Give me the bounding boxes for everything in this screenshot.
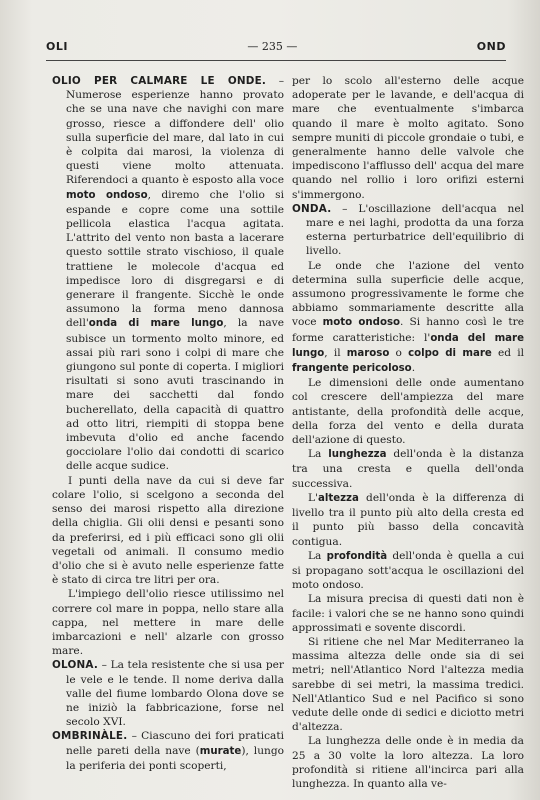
paragraph xyxy=(292,549,524,593)
entry-text: – Numerose esperienze hanno provato che se una nave che navighi con mare grosso, riesce a diffondere dell' olio sulla superficie del mare, dal lato in cui è colpita dai marosi, la violenza di questi viene molto attenuata. Riferendoci a quanto è esposto alla voce xyxy=(66,75,284,187)
entry-text: , la nave subisce un tormento molto minore, ed assai più rari sono i colpi di mare che giungono sul ponte di coperta. I migliori risultati si sono avuti trascinando in mare dei sacchetti dal fondo bucherellato, della capacità di quattro ad otto litri, riempiti di stoppa bene imbevuta d'olio ed anche facendo gocciolare l'olio dai condotti di scarico delle acque sudice. xyxy=(66,317,284,473)
text: dell'onda è quella a cui si propagano sott'acqua le oscillazioni del moto ondoso. xyxy=(292,549,525,592)
entry-term-ombrinale: OMBRINÀLE. xyxy=(52,730,128,743)
bold-crossref: murate xyxy=(199,745,242,757)
entry-term-olona: OLONA. xyxy=(52,659,98,672)
bold-term: altezza xyxy=(317,492,359,504)
bold-crossref: onda del mare lungo xyxy=(292,332,524,359)
entry-term-olio: OLIO PER CALMARE LE ONDE. xyxy=(52,75,267,87)
header-rule xyxy=(46,60,506,61)
paragraph xyxy=(292,259,524,377)
paragraph: Si ritiene che nel Mar Mediterraneo la massima altezza delle onde sia di sei metri; nell'Atlantico Nord l'altezza media sarebbe di sei metri, la massima tredici. Nell'Atlantico Sud e nel Pacifico si sono vedute delle onde di sedici e diciotto metri d'altezza. xyxy=(292,635,524,734)
text: , il xyxy=(324,346,347,359)
entry-onda-paragraph xyxy=(292,202,524,259)
bold-crossref: moto ondoso xyxy=(66,189,148,201)
text: . Si hanno così le tre forme caratteristiche: l' xyxy=(292,316,524,344)
bold-crossref: frangente pericoloso xyxy=(292,363,412,375)
header-right-guide-word: OND xyxy=(476,40,506,53)
entry-text: , diremo che l'olio si espande e copre come una sottile pellicola elastica l'acqua agitata. L'attrito del vento non basta a lacerare questo sottile strato vischioso, il quale trattiene le molecole d'acqua ed impedisce loro di disgregarsi e di generare il frangente. Sicchè le onde assumono la forma meno dannosa dell' xyxy=(66,188,284,330)
header-left-guide-word: OLI xyxy=(46,40,68,53)
entry-text: ), lungo la periferia dei ponti scoperti, xyxy=(66,744,284,772)
paragraph xyxy=(292,491,524,549)
text: o xyxy=(389,346,409,359)
paragraph: I punti della nave da cui si deve far colare l'olio, si scelgono a seconda del senso dei marosi rispetto alla direzione della chiglia. Gli olii densi e pesanti sono da preferirsi, ed i più efficaci sono gli olii vegetali od animali. Il consumo medio d'olio che si è avuto nelle esperienze fatte è stato di circa tre litri per ora. xyxy=(52,474,284,587)
paragraph: La misura precisa di questi dati non è facile: i valori che se ne hanno sono quindi approssimati e sovente discordi. xyxy=(292,593,524,634)
bold-crossref: moto ondoso xyxy=(322,317,401,329)
text: Le onde che l'azione del vento determina sulla superficie delle acque, assumono progressivamente le forme che abbiamo sommariamente descritte alla voce xyxy=(292,259,524,329)
bold-term: profondità xyxy=(326,550,388,562)
entry-text: – L'oscillazione dell'acqua nel mare e nei laghi, prodotta da una forza esterna perturbatrice dell'equilibrio di livello. xyxy=(306,202,524,258)
entry-text: – La tela resistente che si usa per le vele e le tende. Il nome deriva dalla valle del fiume lombardo Olona dove se ne iniziò la fabbricazione, forse nel secolo XVI. xyxy=(66,659,284,729)
page-number: — 235 — xyxy=(247,40,298,53)
paragraph xyxy=(292,447,524,491)
text: La xyxy=(308,549,327,562)
paragraph: Le dimensioni delle onde aumentano col crescere dell'ampiezza del mare antistante, della profondità delle acque, della forza del vento e della durata dell'azione di questo. xyxy=(292,377,524,447)
text: L' xyxy=(308,491,318,504)
text: ed il xyxy=(491,346,524,359)
paragraph-continued: per lo scolo all'esterno delle acque adoperate per le lavande, e dell'acqua di mare che eventualmente s'imbarca quando il mare è molto agitato. Sono sempre muniti di piccole grondaie o tubi, e generalmente hanno delle valvole che impediscono l'afflusso dell' acqua del mare quando nel rollio i loro orifizi esterni s'immergono. xyxy=(292,75,524,201)
text: dell'onda è la differenza di livello tra il punto più alto della cresta ed il punto più basso della concavità contigua. xyxy=(292,491,524,548)
text: . xyxy=(411,362,416,375)
bold-crossref: colpo di mare xyxy=(408,347,492,359)
text: La xyxy=(308,448,329,461)
bold-crossref: onda di mare lungo xyxy=(88,318,224,330)
running-header xyxy=(46,40,506,62)
left-column xyxy=(52,74,284,773)
entry-text: – Ciascuno dei fori praticati nelle pareti della nave ( xyxy=(66,730,284,757)
paragraph: La lunghezza delle onde è in media da 25 a 30 volte la loro altezza. La loro profondità si ritiene all'incirca pari alla lunghezza. In quanto alla ve- xyxy=(292,735,524,790)
entry-ombrinale-paragraph xyxy=(52,729,284,773)
paragraph: L'impiego dell'olio riesce utilissimo nel correre col mare in poppa, nello stare alla cappa, nel mettere in mare delle imbarcazioni e nell' alzarle con grosso mare. xyxy=(52,588,284,658)
right-column xyxy=(292,74,524,791)
entry-olio-paragraph xyxy=(52,74,284,474)
bold-crossref: maroso xyxy=(346,347,390,359)
text: dell'onda è la distanza tra una cresta e quella dell'onda successiva. xyxy=(292,448,524,490)
entry-term-onda: ONDA. xyxy=(292,202,332,215)
entry-olona-paragraph xyxy=(52,658,284,729)
bold-term: lunghezza xyxy=(328,449,387,461)
